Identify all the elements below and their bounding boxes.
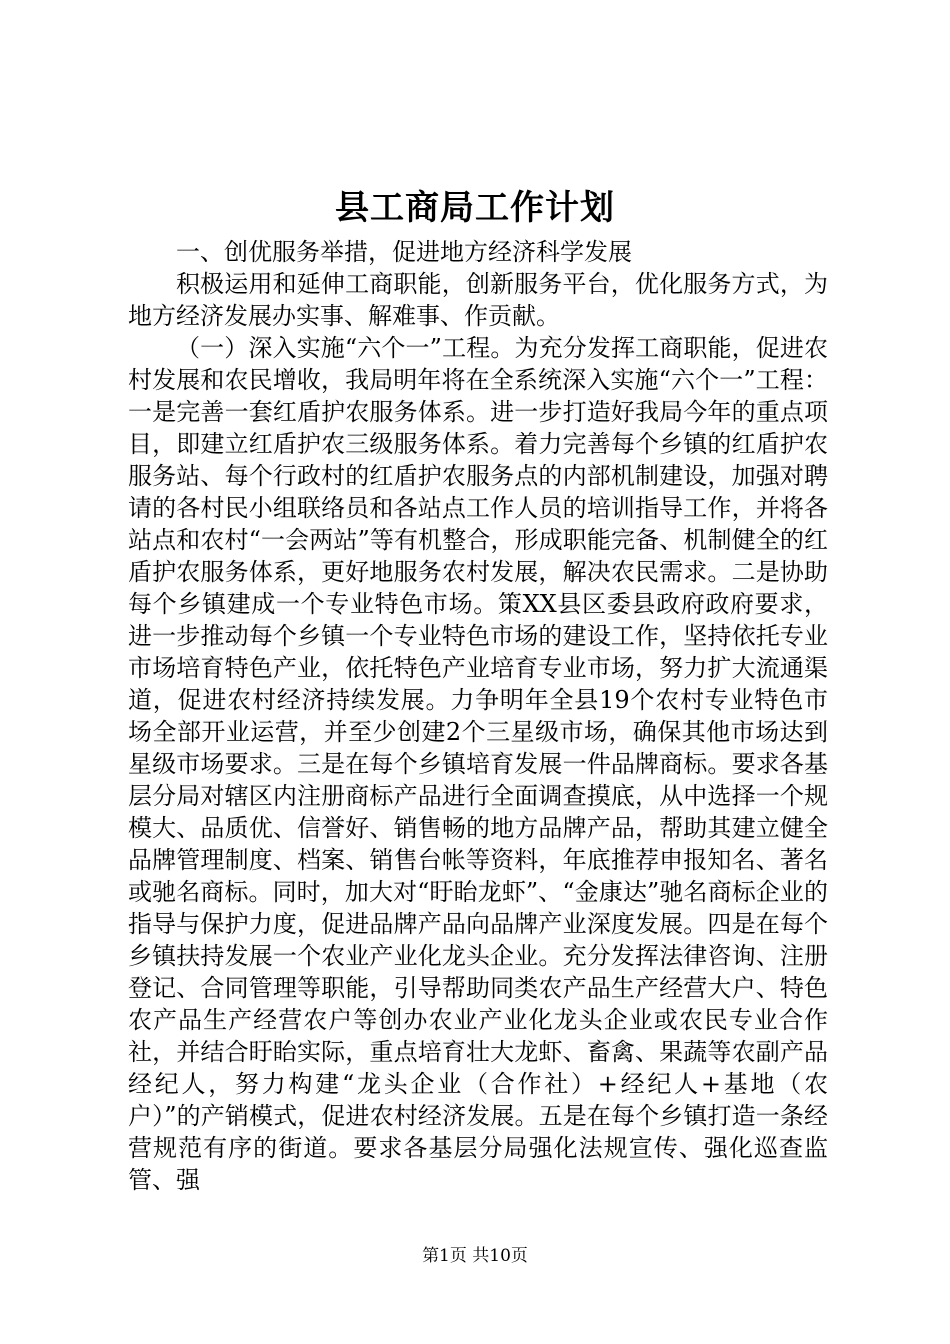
document-body <box>128 236 828 1196</box>
body-paragraph: 积极运用和延伸工商职能，创新服务平台，优化服务方式，为地方经济发展办实事、解难事、作贡献。 <box>128 270 828 330</box>
page-title: 县工商局工作计划 <box>335 188 615 228</box>
body-paragraph: （一）深入实施“六个一”工程。为充分发挥工商职能，促进农村发展和农民增收，我局明年将在全系统深入实施“六个一”工程：一是完善一套红盾护农服务体系。进一步打造好我局今年的重点项目，即建立红盾护农三级服务体系。着力完善每个乡镇的红盾护农服务站、每个行政村的红盾护农服务点的内部机制建设，加强对聘请的各村民小组联络员和各站点工作人员的培训指导工作，并将各站点和农村“一会两站”等有机整合，形成职能完备、机制健全的红盾护农服务体系，更好地服务农村发展，解决农民需求。二是协助每个乡镇建成一个专业特色市场。策XX县区委县政府政府要求，进一步推动每个乡镇一个专业特色市场的建设工作，坚持依托专业市场培育特色产业，依托特色产业培育专业市场，努力扩大流通渠道，促进农村经济持续发展。力争明年全县19个农村专业特色市场全部开业运营，并至少创建2个三星级市场，确保其他市场达到星级市场要求。三是在每个乡镇培育发展一件品牌商标。要求各基层分局对辖区内注册商标产品进行全面调查摸底，从中选择一个规模大、品质优、信誉好、销售畅的地方品牌产品，帮助其建立健全品牌管理制度、档案、销售台帐等资料，年底推荐申报知名、著名或驰名商标。同时，加大对“盱眙龙虾”、“金康达”驰名商标企业的指导与保护力度，促进品牌产品向品牌产业深度发展。四是在每个乡镇扶持发展一个农业产业化龙头企业。充分发挥法律咨询、注册登记、合同管理等职能，引导帮助同类农产品生产经营大户、特色农产品生产经营农户等创办农业产业化龙头企业或农民专业合作社，并结合盱眙实际，重点培育壮大龙虾、畜禽、果蔬等农副产品经纪人，努力构建“龙头企业（合作社）+经纪人+基地（农户）”的产销模式，促进农村经济发展。五是在每个乡镇打造一条经营规范有序的街道。要求各基层分局强化法规宣传、强化巡查监管、强 <box>128 334 828 1194</box>
page-number-footer: 第1页 共10页 <box>422 1246 528 1266</box>
section-heading: 一、创优服务举措，促进地方经济科学发展 <box>176 238 632 266</box>
